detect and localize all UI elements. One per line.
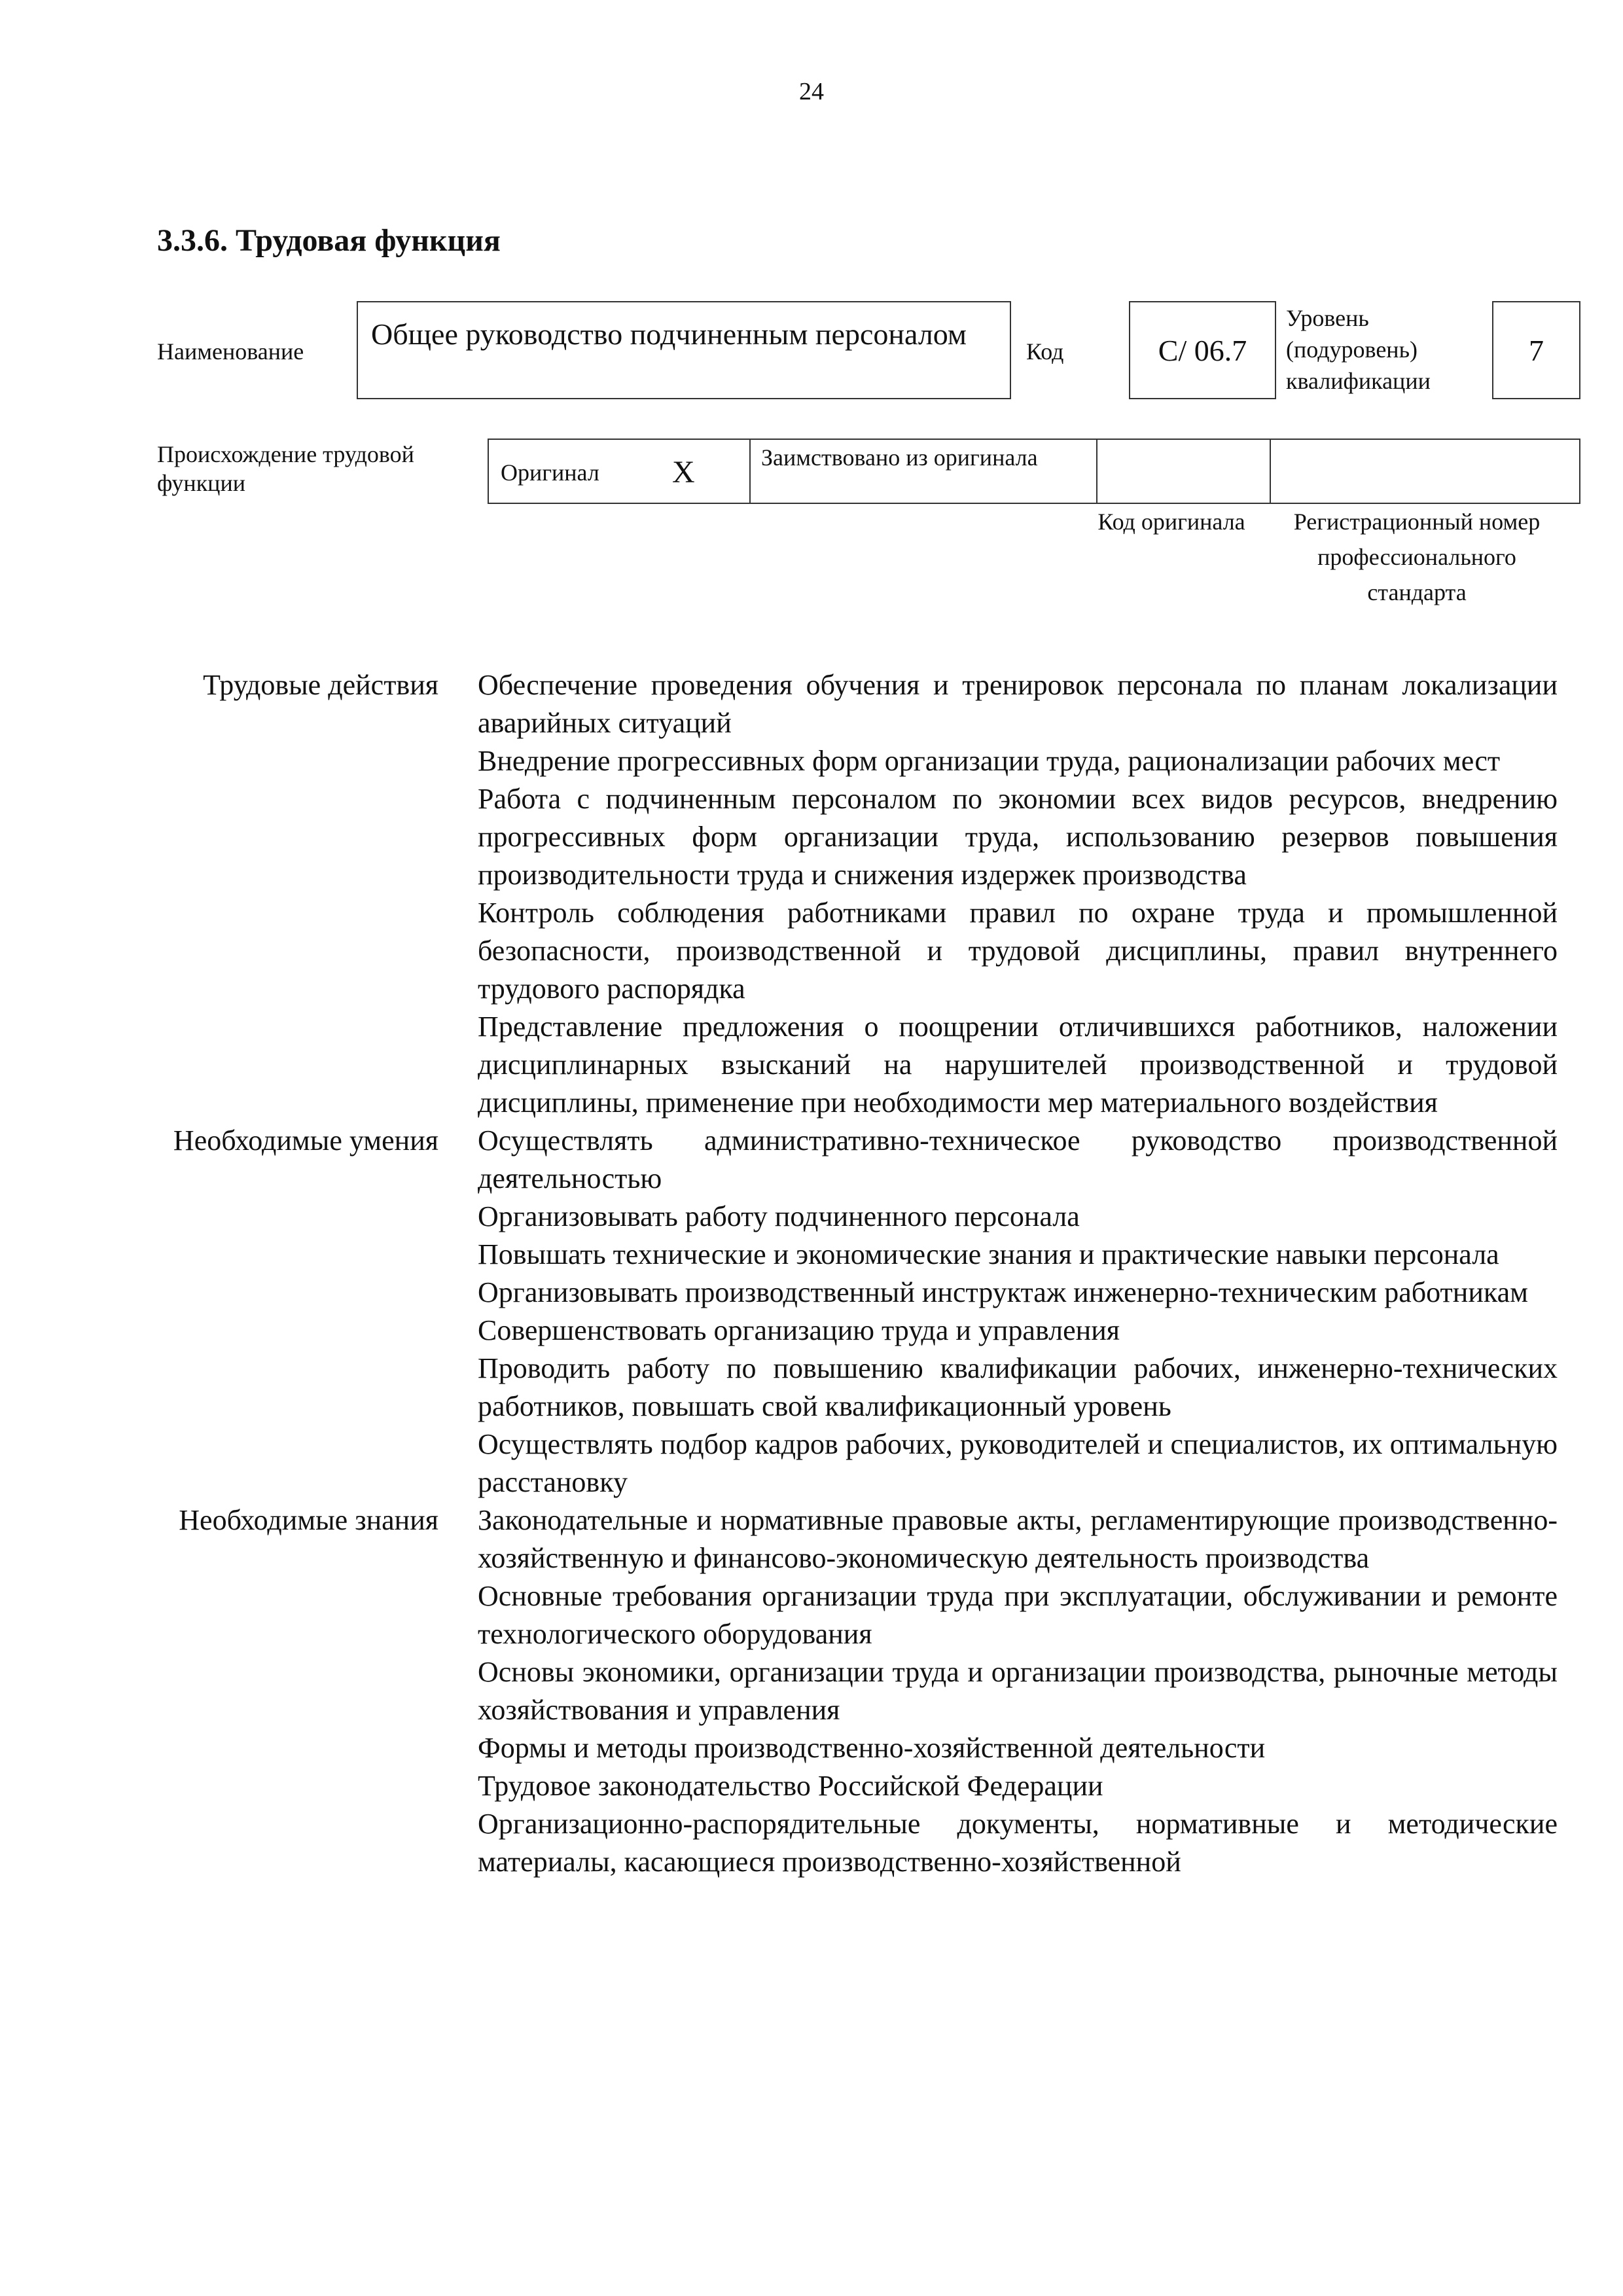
labor-actions-block <box>131 666 1558 1122</box>
skill-item: Осуществлять административно-техническое руководство производственной деятельностью <box>478 1124 1558 1194</box>
function-details <box>131 666 1558 1881</box>
code-original-label: Код оригинала <box>1097 509 1245 535</box>
origin-reg-number-cell <box>1271 440 1579 503</box>
labor-action-item: Внедрение прогрессивных форм организации труда, рационализации рабочих мест <box>478 745 1501 777</box>
level-label-line-1: Уровень <box>1286 305 1369 331</box>
page-number: 24 <box>799 78 824 105</box>
labor-actions-label: Трудовые действия <box>203 669 438 701</box>
required-knowledge-block <box>131 1501 1558 1881</box>
code-value: C/ 06.7 <box>1158 333 1247 367</box>
skill-item: Проводить работу по повышению квалификации рабочих, инженерно-технических работников, повышать свой квалификационный уровень <box>478 1352 1558 1422</box>
borrowed-label: Заимствовано из оригинала <box>761 444 1038 471</box>
level-label-line-2: (подуровень) <box>1286 336 1418 363</box>
labor-action-item: Работа с подчиненным персоналом по экономии всех видов ресурсов, внедрению прогрессивных форм организации труда, использованию резервов повышения производительности труда и снижения издержек производства <box>478 783 1558 891</box>
level-label-line-3: квалификации <box>1286 368 1431 394</box>
required-knowledge-label: Необходимые знания <box>179 1504 438 1536</box>
knowledge-item: Основы экономики, организации труда и организации производства, рыночные методы хозяйствования и управления <box>478 1656 1558 1726</box>
name-value-box <box>357 301 1011 399</box>
skill-item: Организовывать работу подчиненного персонала <box>478 1200 1080 1232</box>
skill-item: Повышать технические и экономические знания и практические навыки персонала <box>478 1238 1499 1270</box>
skill-item: Совершенствовать организацию труда и управления <box>478 1314 1120 1346</box>
origin-borrowed-cell <box>751 440 1097 503</box>
knowledge-item: Законодательные и нормативные правовые акты, регламентирующие производственно-хозяйственную и финансово-экономическую деятельность производства <box>478 1504 1558 1574</box>
origin-code-cell <box>1097 440 1271 503</box>
name-value: Общее руководство подчиненным персоналом <box>371 317 967 351</box>
origin-table <box>488 439 1580 504</box>
code-value-box <box>1129 301 1276 399</box>
origin-original-cell <box>489 440 751 503</box>
original-label: Оригинал <box>501 459 599 486</box>
required-skills-label: Необходимые умения <box>173 1124 438 1157</box>
knowledge-item: Формы и методы производственно-хозяйственной деятельности <box>478 1732 1266 1764</box>
labor-action-item: Контроль соблюдения работниками правил по охране труда и промышленной безопасности, производственной и трудовой дисциплины, правил внутреннего трудового распорядка <box>478 897 1558 1005</box>
skill-item: Осуществлять подбор кадров рабочих, руководителей и специалистов, их оптимальную расстановку <box>478 1428 1558 1498</box>
reg-number-label: Регистрационный номер профессионального стандарта <box>1293 509 1541 605</box>
knowledge-item: Основные требования организации труда при эксплуатации, обслуживании и ремонте технологического оборудования <box>478 1580 1558 1650</box>
labor-action-item: Обеспечение проведения обучения и тренировок персонала по планам локализации аварийных ситуаций <box>478 669 1558 739</box>
section-title: 3.3.6. Трудовая функция <box>157 223 501 258</box>
labor-action-item: Представление предложения о поощрении отличившихся работников, наложении дисциплинарных взысканий на нарушителей производственной и трудовой дисциплины, применение при необходимости мер материального воздействия <box>478 1011 1558 1119</box>
origin-label: Происхождение трудовой функции <box>157 441 414 496</box>
required-skills-block <box>131 1122 1558 1501</box>
code-label: Код <box>1026 338 1064 365</box>
name-label: Наименование <box>157 338 304 365</box>
knowledge-item: Организационно-распорядительные документы, нормативные и методические материалы, касающиеся производственно-хозяйственной <box>478 1808 1558 1878</box>
level-value: 7 <box>1529 333 1544 367</box>
skill-item: Организовывать производственный инструктаж инженерно-техническим работникам <box>478 1276 1528 1308</box>
level-value-box <box>1492 301 1580 399</box>
knowledge-item: Трудовое законодательство Российской Федерации <box>478 1770 1103 1802</box>
original-mark: X <box>672 455 695 490</box>
level-label <box>1286 302 1431 397</box>
